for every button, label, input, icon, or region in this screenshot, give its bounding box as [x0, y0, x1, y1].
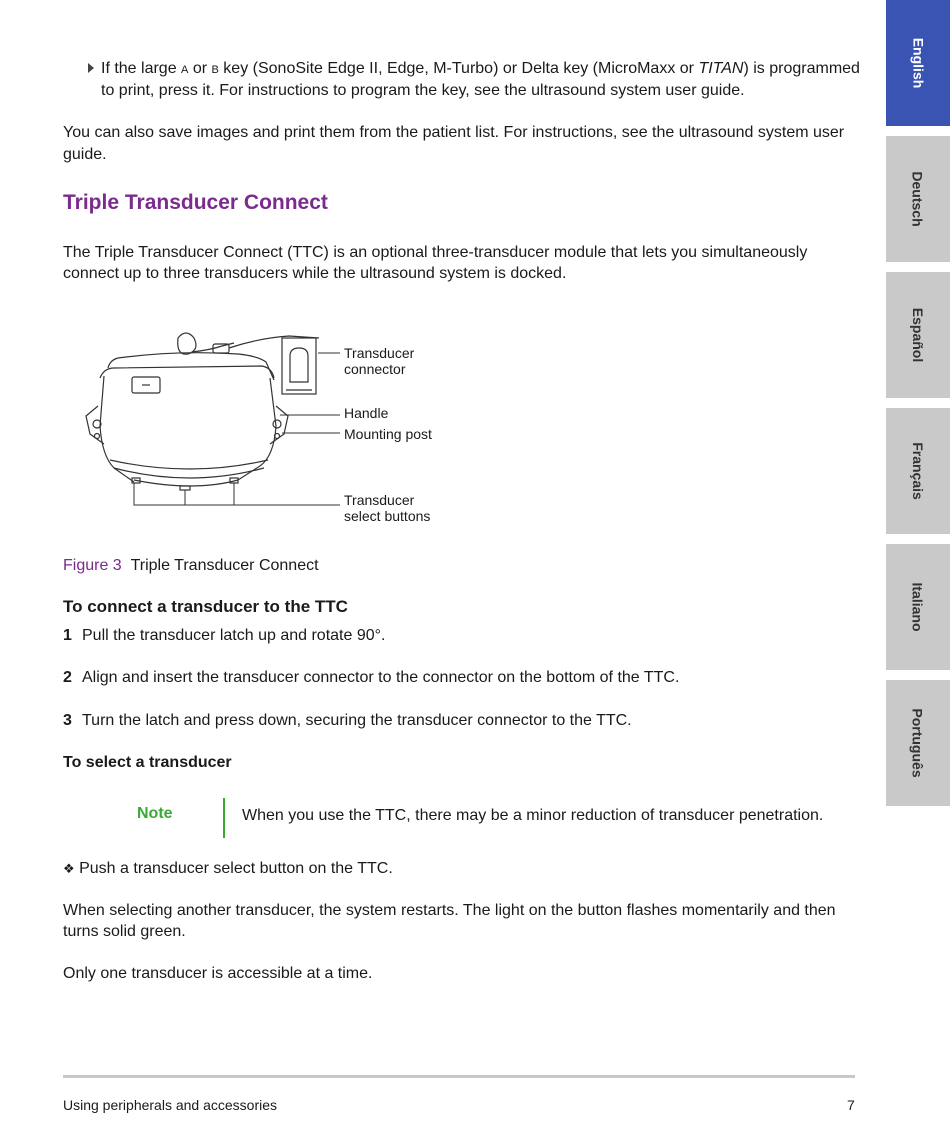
diamond-bullet-icon: ❖: [63, 861, 75, 876]
cable-loop: [178, 333, 196, 354]
select-paragraph-line1: When selecting another transducer, the system restarts. The light on the button flashes momentarily and then: [63, 902, 836, 919]
label-mounting-post: Mounting post: [344, 426, 432, 442]
select-paragraph-line2: turns solid green.: [63, 923, 186, 940]
connect-procedure-heading: To connect a transducer to the TTC: [63, 597, 348, 616]
label-transducer-connector: Transducer connector: [344, 345, 415, 377]
tab-francais[interactable]: Français: [886, 408, 950, 534]
footer-rule: [63, 1075, 855, 1078]
note-divider: [223, 798, 225, 838]
step-number: 1: [63, 627, 72, 644]
section-description-line1: The Triple Transducer Connect (TTC) is an optional three-transducer module that lets you simultaneously: [63, 244, 808, 261]
figure-number: Figure 3: [63, 557, 122, 574]
select-bullet: ❖ Push a transducer select button on the TTC.: [63, 860, 393, 877]
ttc-illustration: [60, 320, 360, 520]
tab-espanol[interactable]: Español: [886, 272, 950, 398]
note-label: Note: [137, 805, 173, 822]
label-transducer-select-buttons: Transducer select buttons: [344, 492, 431, 524]
step-number: 3: [63, 712, 72, 729]
select-paragraph-2: Only one transducer is accessible at a time.: [63, 965, 373, 982]
select-procedure-heading: To select a transducer: [63, 754, 232, 771]
step-text: Turn the latch and press down, securing the transducer connector to the TTC.: [82, 712, 632, 729]
tab-portugues[interactable]: Português: [886, 680, 950, 806]
step-text: Pull the transducer latch up and rotate 90°.: [82, 627, 386, 644]
triangle-bullet-icon: [88, 63, 94, 73]
figure-caption: [63, 555, 319, 576]
intro-paragraph-line1: You can also save images and print them from the patient list. For instructions, see the ultrasound system user: [63, 124, 845, 141]
section-description-line2: connect up to three transducers while the ultrasound system is docked.: [63, 265, 567, 282]
intro-bullet-line2: to print, press it. For instructions to program the key, see the ultrasound system user guide.: [101, 82, 745, 99]
footer-page-number: 7: [847, 1097, 855, 1113]
intro-paragraph-line2: guide.: [63, 146, 107, 163]
figure-caption-text: Triple Transducer Connect: [130, 557, 319, 574]
tab-english[interactable]: English: [886, 0, 950, 126]
tab-deutsch[interactable]: Deutsch: [886, 136, 950, 262]
footer-section-title: Using peripherals and accessories: [63, 1097, 277, 1113]
step-number: 2: [63, 669, 72, 686]
intro-bullet-line1: If the large A or B key (SonoSite Edge II, Edge, M-Turbo) or Delta key (MicroMaxx or TITAN) is programmed: [101, 60, 860, 77]
label-handle: Handle: [344, 405, 389, 421]
step-text: Align and insert the transducer connector to the connector on the bottom of the TTC.: [82, 669, 680, 686]
tab-italiano[interactable]: Italiano: [886, 544, 950, 670]
section-title: Triple Transducer Connect: [63, 191, 328, 214]
note-text: When you use the TTC, there may be a minor reduction of transducer penetration.: [242, 807, 824, 824]
